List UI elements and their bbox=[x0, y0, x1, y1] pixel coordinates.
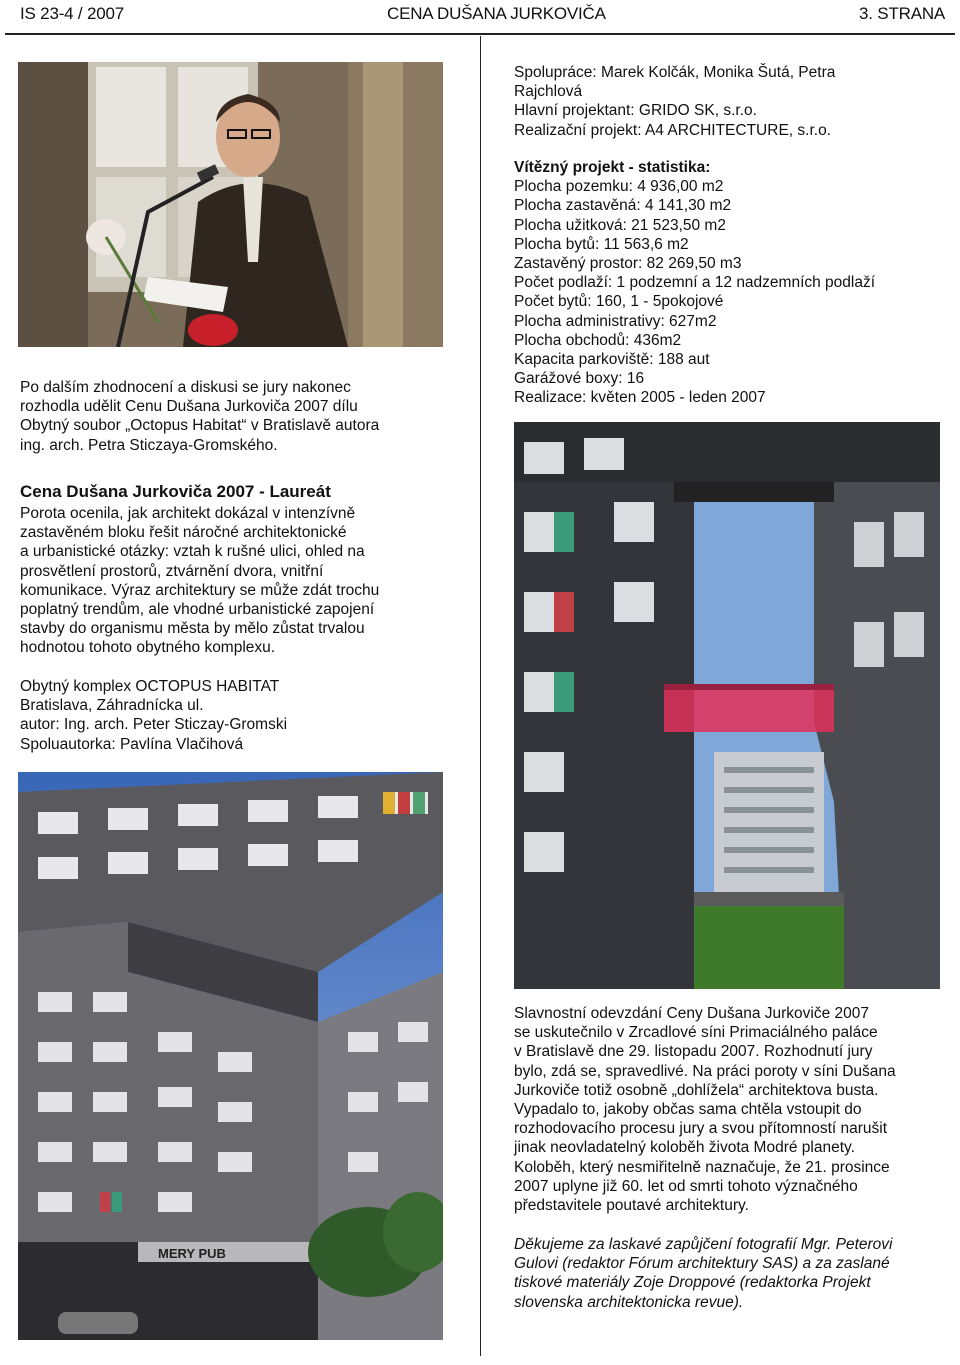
credits-line: Rajchlová bbox=[514, 83, 583, 101]
caption-line: ing. arch. Petra Sticzaya-Gromského. bbox=[20, 436, 278, 454]
ceremony-line: bylo, zdá se, spravedlivé. Na práci poroty v síni Dušana bbox=[514, 1062, 896, 1080]
ceremony-line: jinak neovladatelný koloběh života Modré planety. bbox=[514, 1139, 855, 1157]
stat-line: Zastavěný prostor: 82 269,50 m3 bbox=[514, 255, 742, 273]
stat-line: Plocha zastavěná: 4 141,30 m2 bbox=[514, 197, 732, 215]
ceremony-line: se uskutečnilo v Zrcadlové síni Primaciálného paláce bbox=[514, 1024, 878, 1042]
laureate-heading: Cena Dušana Jurkoviča 2007 - Laureát bbox=[20, 482, 331, 501]
laureate-line: prosvětlení prostorů, ztvárnění dvora, vnitřní bbox=[20, 562, 324, 580]
portrait-speaker-photo bbox=[18, 62, 443, 347]
ceremony-line: Jurkoviče totiž osobně „dohlížela“ architektova busta. bbox=[514, 1081, 879, 1099]
laureate-line: Porota ocenila, jak architekt dokázal v intenzívně bbox=[20, 505, 356, 522]
credits-line: Spolupráce: Marek Kolčák, Monika Šutá, Petra bbox=[514, 64, 836, 81]
header-divider bbox=[5, 33, 955, 35]
column-divider bbox=[480, 36, 481, 1356]
caption-line: rozhodla udělit Cenu Dušana Jurkoviča 2007 dílu bbox=[20, 398, 358, 416]
project-info-line: autor: Ing. arch. Peter Sticzay-Gromski bbox=[20, 716, 288, 734]
building-facade-photo bbox=[18, 772, 443, 1340]
ceremony-line: Slavnostní odevzdání Ceny Dušana Jurkoviče 2007 bbox=[514, 1005, 869, 1022]
building-sign: MERY PUB bbox=[158, 1246, 226, 1261]
laureate-line: stavby do organismu města by mělo zůstat trvalou bbox=[20, 620, 365, 638]
project-info-line: Bratislava, Záhradnícka ul. bbox=[20, 697, 204, 715]
laureate-text bbox=[20, 504, 379, 658]
ceremony-line: Vypadalo to, jakoby občas sama chtěla vstoupit do bbox=[514, 1101, 862, 1119]
stat-line: Kapacita parkoviště: 188 aut bbox=[514, 351, 710, 369]
ceremony-line: rozhodovacího procesu jury a svou přítomností narušit bbox=[514, 1120, 888, 1138]
project-info-line: Obytný komplex OCTOPUS HABITAT bbox=[20, 678, 280, 695]
laureate-line: komunikace. Výraz architektury se může zdát trochu bbox=[20, 581, 380, 599]
caption-line: Po dalším zhodnocení a diskusi se jury nakonec bbox=[20, 379, 351, 396]
ceremony-line: Koloběh, který nesmiřitelně naznačuje, že 21. prosince bbox=[514, 1158, 890, 1176]
thanks-line: Děkujeme za laskavé zapůjčení fotografií Mgr. Peterovi bbox=[514, 1236, 893, 1253]
credits bbox=[514, 63, 835, 140]
ceremony-line: představitele poutavé architektury. bbox=[514, 1197, 749, 1215]
ceremony-line: v Bratislavě dne 29. listopadu 2007. Rozhodnutí jury bbox=[514, 1043, 873, 1061]
ceremony-text bbox=[514, 1004, 896, 1215]
stat-line: Počet bytů: 160, 1 - 5pokojové bbox=[514, 293, 724, 311]
thanks-line: Gulovi (redaktor Fórum architektury SAS) a za zaslané bbox=[514, 1255, 890, 1273]
header-issue: IS 23-4 / 2007 bbox=[20, 4, 124, 23]
stat-line: Plocha užitková: 21 523,50 m2 bbox=[514, 216, 726, 234]
credits-line: Realizační projekt: A4 ARCHITECTURE, s.r.o. bbox=[514, 121, 831, 139]
stat-line: Plocha administrativy: 627m2 bbox=[514, 312, 717, 330]
laureate-line: poplatný trendům, ale vhodné urbanistické zapojení bbox=[20, 601, 375, 619]
stat-line: Garážové boxy: 16 bbox=[514, 370, 645, 388]
stat-line: Počet podlaží: 1 podzemní a 12 nadzemních podlaží bbox=[514, 274, 876, 292]
credits-line: Hlavní projektant: GRIDO SK, s.r.o. bbox=[514, 102, 757, 120]
photo-caption bbox=[20, 378, 379, 455]
stats-heading: Vítězný projekt - statistika: bbox=[514, 159, 711, 176]
laureate-line: zastavěném bloku řešit náročné architektonické bbox=[20, 524, 347, 542]
header-page: 3. STRANA bbox=[859, 4, 946, 23]
stat-line: Plocha obchodů: 436m2 bbox=[514, 331, 682, 349]
stat-line: Plocha pozemku: 4 936,00 m2 bbox=[514, 178, 724, 196]
stats bbox=[514, 158, 875, 408]
thanks-line: slovenska architektonicka revue). bbox=[514, 1293, 744, 1311]
caption-line: Obytný soubor „Octopus Habitat“ v Bratislavě autora bbox=[20, 417, 380, 435]
laureate-line: a urbanistické otázky: vztah k rušné ulici, ohled na bbox=[20, 543, 365, 561]
header-title: CENA DUŠANA JURKOVIČA bbox=[387, 4, 606, 23]
courtyard-bridge-photo bbox=[514, 422, 940, 989]
ceremony-line: 2007 uplyne již 60. let od smrti tohoto význačného bbox=[514, 1177, 858, 1195]
stat-line: Plocha bytů: 11 563,6 m2 bbox=[514, 235, 689, 253]
thanks-line: tiskové materiály Zoje Droppové (redaktorka Projekt bbox=[514, 1274, 871, 1292]
stat-line: Realizace: květen 2005 - leden 2007 bbox=[514, 389, 766, 407]
project-info bbox=[20, 677, 287, 754]
laureate-line: hodnotou tohoto obytného komplexu. bbox=[20, 639, 276, 657]
acknowledgements bbox=[514, 1235, 893, 1312]
project-info-line: Spoluautorka: Pavlína Vlačihová bbox=[20, 735, 244, 753]
